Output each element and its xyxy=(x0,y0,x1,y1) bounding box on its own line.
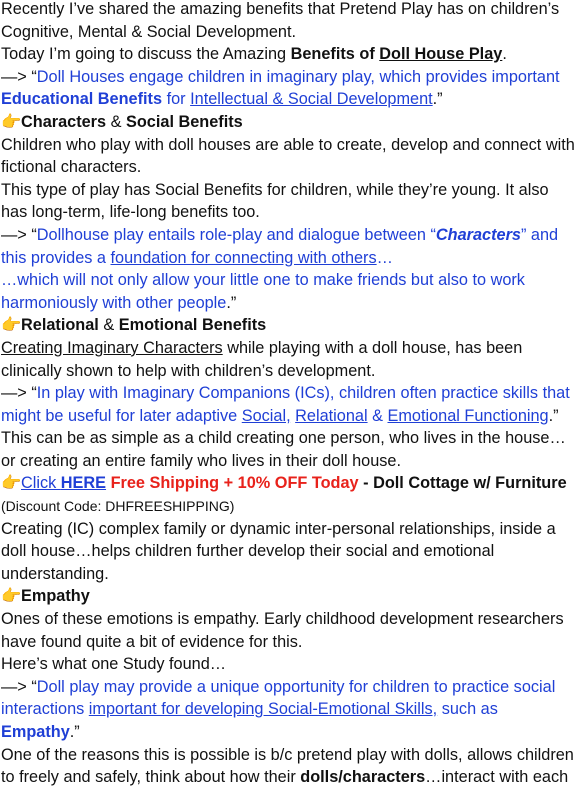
heading-part: Empathy xyxy=(21,587,90,606)
text: …interact with each xyxy=(425,768,569,787)
quote-text: might be useful for later adaptive xyxy=(1,406,242,425)
quote-text: & xyxy=(367,406,388,425)
text: One of the reasons this is possible is b/c pretend play with dolls, allows children xyxy=(1,745,574,764)
quote-text: ” and xyxy=(520,225,559,244)
text: Here’s what one Study found… xyxy=(1,655,227,674)
quote-text: interactions xyxy=(1,700,89,719)
social-link[interactable]: Social, xyxy=(241,406,291,425)
quote-imaginary-companions-cont xyxy=(1,405,580,428)
emotional-functioning-link[interactable]: Emotional Functioning xyxy=(387,406,549,425)
paragraph-simple-cont xyxy=(1,450,580,473)
quote-text: Doll Houses engage children in imaginary play, which provides important xyxy=(36,67,560,86)
text: to freely and safely, think about how their xyxy=(1,768,301,787)
quote-end: .” xyxy=(69,723,80,741)
text: has long-term, life-long benefits too. xyxy=(1,203,260,222)
paragraph-complex-cont xyxy=(1,540,580,563)
paragraph-reasons-cont xyxy=(1,766,580,789)
relational-link[interactable]: Relational xyxy=(295,406,368,425)
text: doll house…helps children further develop their social and emotional xyxy=(1,542,495,561)
quote-text: … xyxy=(376,248,393,267)
pointing-right-icon: 👉 xyxy=(1,112,22,131)
quote-end: .” xyxy=(226,293,237,312)
heading-part: Relational xyxy=(21,316,99,335)
promo-offer: Free Shipping + 10% OFF Today xyxy=(110,474,359,493)
paragraph-type-of-play xyxy=(1,179,580,202)
paragraph-creating-cont xyxy=(1,360,580,383)
quote-bold: Empathy xyxy=(1,723,70,741)
text: Recently I’ve shared the amazing benefits that Pretend Play has on children’s xyxy=(1,0,560,18)
social-emotional-skills-link[interactable]: important for developing Social-Emotional Skills, xyxy=(88,700,438,719)
quote-doll-houses xyxy=(1,66,580,89)
paragraph-children-cont xyxy=(1,156,580,179)
creating-imaginary-characters-link[interactable]: Creating Imaginary Characters xyxy=(1,338,223,357)
quote-imaginary-companions xyxy=(1,382,580,405)
intellectual-social-link[interactable]: Intellectual & Social Development xyxy=(190,90,433,109)
paragraph-reasons xyxy=(1,744,580,767)
bold-text: dolls/characters xyxy=(300,768,426,787)
heading-part: Social Benefits xyxy=(126,112,243,131)
text: clinically shown to help with children’s development. xyxy=(1,361,376,380)
text: This type of play has Social Benefits for children, while they’re young. It also xyxy=(1,180,549,199)
quote-end: .” xyxy=(548,406,559,425)
quote-doll-play-cont xyxy=(1,698,580,721)
arrow-prefix: —> “ xyxy=(1,67,37,86)
quote-text: Dollhouse play entails role-play and dialogue between “ xyxy=(36,225,436,244)
text: or creating an entire family who lives in their doll house. xyxy=(1,451,401,470)
pointing-right-icon: 👉 xyxy=(1,474,22,493)
quote-dollhouse-play xyxy=(1,224,580,247)
quote-text: In play with Imaginary Companions (ICs), children often practice skills that xyxy=(36,384,570,403)
paragraph-study xyxy=(1,653,580,676)
text: Creating (IC) complex family or dynamic inter-personal relationships, inside a xyxy=(1,519,556,538)
paragraph-intro-cont xyxy=(1,21,580,44)
click-link[interactable]: Click xyxy=(21,474,61,493)
pointing-right-icon: 👉 xyxy=(1,587,22,606)
quote-text: this provides a xyxy=(1,248,111,267)
quote-text: …which will not only allow your little one to make friends but also to work xyxy=(1,271,525,290)
doll-house-play-link[interactable]: Doll House Play xyxy=(379,45,503,64)
arrow-prefix: —> “ xyxy=(1,384,37,403)
bold-text: Benefits of xyxy=(290,45,380,64)
quote-bold-italic: Characters xyxy=(435,225,521,244)
quote-text: such as xyxy=(437,700,498,719)
quote-which-will xyxy=(1,269,580,292)
heading-empathy xyxy=(1,585,580,608)
quote-doll-play xyxy=(1,676,580,699)
paragraph-ones xyxy=(1,608,580,631)
paragraph-complex xyxy=(1,518,580,541)
here-link[interactable]: HERE xyxy=(60,474,107,493)
arrow-prefix: —> “ xyxy=(1,225,37,244)
quote-doll-houses-cont xyxy=(1,88,580,111)
heading-part: Characters xyxy=(21,112,107,131)
arrow-prefix: —> “ xyxy=(1,677,37,696)
quote-dollhouse-play-cont xyxy=(1,247,580,270)
heading-part: & xyxy=(106,112,126,131)
heading-part: Emotional Benefits xyxy=(118,316,267,335)
pointing-right-icon: 👉 xyxy=(1,316,22,335)
paragraph-children xyxy=(1,134,580,157)
paragraph-today xyxy=(1,43,580,66)
text: Cognitive, Mental & Social Development. xyxy=(1,22,297,41)
text: Children who play with doll houses are able to create, develop and connect with xyxy=(1,135,575,154)
promo-product: - Doll Cottage w/ Furniture xyxy=(358,474,567,493)
quote-bold: Educational Benefits xyxy=(1,90,163,109)
text: Today I’m going to discuss the Amazing xyxy=(1,45,291,64)
heading-relational-emotional xyxy=(1,314,580,337)
quote-text: harmoniously with other people xyxy=(1,293,227,312)
paragraph-creating xyxy=(1,337,580,360)
foundation-connecting-link[interactable]: foundation for connecting with others xyxy=(110,248,377,267)
quote-text: for xyxy=(162,90,191,109)
promo-line xyxy=(1,472,580,495)
paragraph-ones-cont xyxy=(1,631,580,654)
heading-characters-social xyxy=(1,111,580,134)
paragraph-intro xyxy=(1,0,580,21)
text: have found quite a bit of evidence for this. xyxy=(1,632,303,651)
text: . xyxy=(502,45,507,64)
heading-part: & xyxy=(98,316,119,335)
quote-end: .” xyxy=(432,90,443,109)
text: (Discount Code: DHFREESHIPPING) xyxy=(1,498,235,515)
quote-which-will-cont xyxy=(1,292,580,315)
discount-code xyxy=(1,495,580,518)
quote-text: Doll play may provide a unique opportunity for children to practice social xyxy=(36,677,556,696)
paragraph-simple xyxy=(1,427,580,450)
text: understanding. xyxy=(1,564,109,583)
text: This can be as simple as a child creating one person, who lives in the house… xyxy=(1,429,566,448)
text: Ones of these emotions is empathy. Early childhood development researchers xyxy=(1,610,564,629)
paragraph-type-of-play-cont xyxy=(1,201,580,224)
text: while playing with a doll house, has been xyxy=(222,338,523,357)
paragraph-complex-end xyxy=(1,563,580,586)
text: fictional characters. xyxy=(1,158,142,177)
quote-doll-play-end xyxy=(1,721,580,744)
